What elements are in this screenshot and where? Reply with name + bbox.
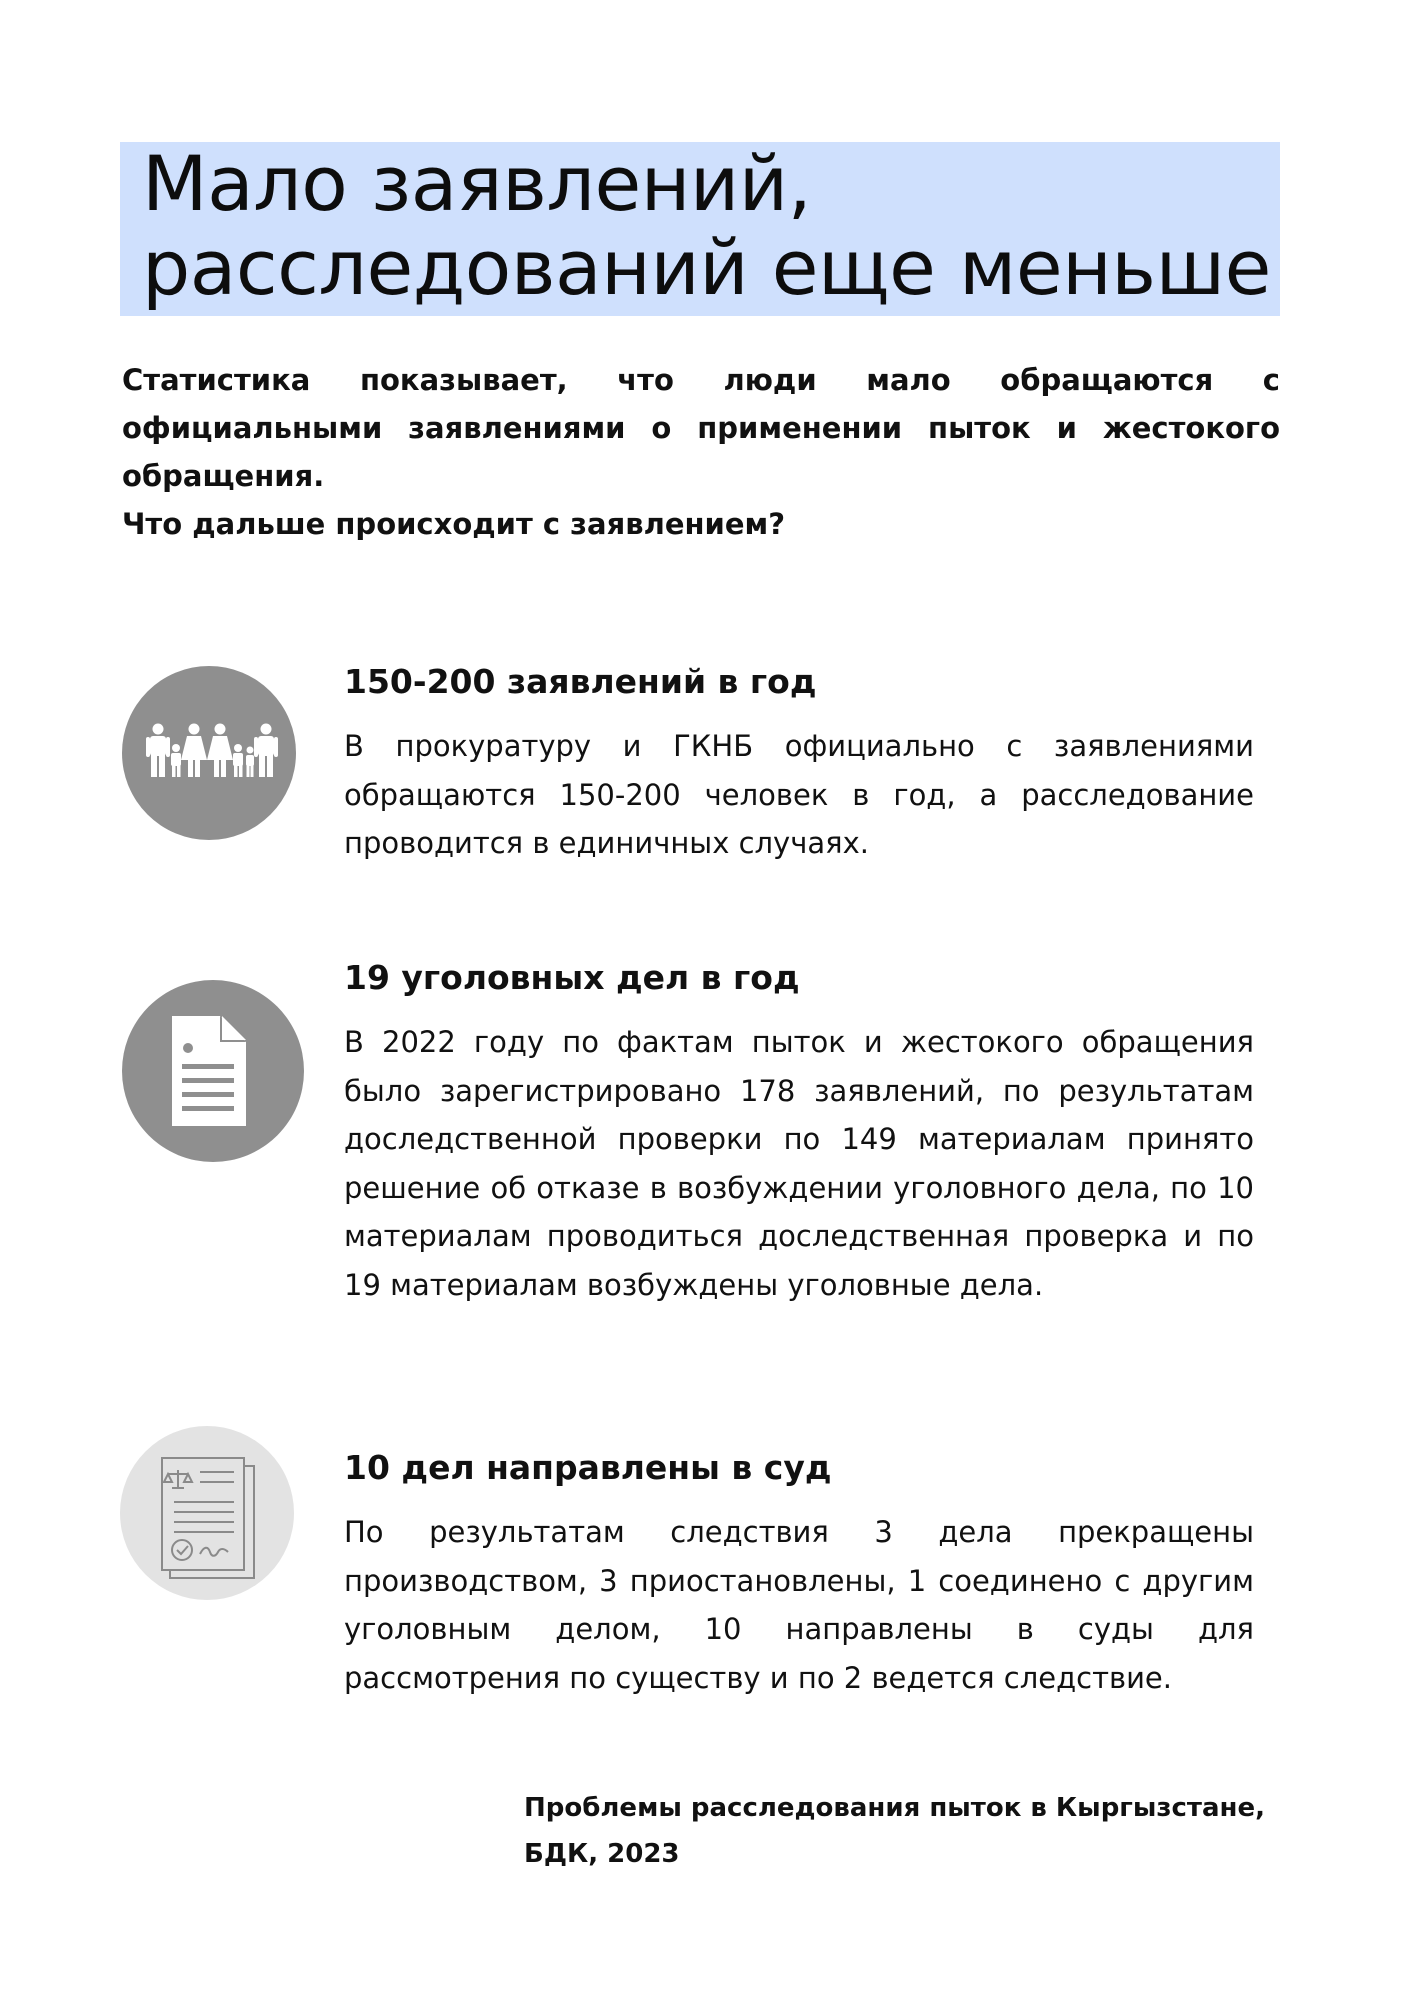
document-icon <box>122 980 304 1162</box>
source-citation <box>524 1785 1284 1877</box>
stat-text: В прокуратуру и ГКНБ официально с заявлениями обращаются 150-200 человек в год, а расследование проводится в единичных случаях. <box>344 729 1254 860</box>
family-icon <box>122 666 296 840</box>
stat-heading: 150-200 заявлений в год <box>344 662 817 701</box>
page-title-line-1: Мало заявлений, <box>142 139 812 228</box>
intro-paragraph: Статистика показывает, что люди мало обращаются с официальными заявлениями о применении пыток и жестокого обращения. <box>122 363 1280 493</box>
stat-text: В 2022 году по фактам пыток и жестокого обращения было зарегистрировано 178 заявлений, по результатам доследственной проверки по 149 материалам принято решение об отказе в возбуждении уголовного дела, по 10 материалам проводиться доследственная проверка и по 19 материалам возбуждены уголовные дела. <box>344 1025 1254 1302</box>
intro-question: Что дальше происходит с заявлением? <box>122 507 786 541</box>
legal-document-icon <box>120 1426 294 1600</box>
stat-heading: 10 дел направлены в суд <box>344 1448 832 1487</box>
stat-heading: 19 уголовных дел в год <box>344 958 800 997</box>
page-title-line-2: расследований еще меньше <box>142 223 1271 312</box>
title-block <box>120 139 1280 316</box>
intro-section <box>122 356 1280 548</box>
source-line-2: БДК, 2023 <box>524 1839 680 1869</box>
stat-text: По результатам следствия 3 дела прекращены производством, 3 приостановлены, 1 соединено с другим уголовным делом, 10 направлены в суды для рассмотрения по существу и по 2 ведется следствие. <box>344 1515 1254 1695</box>
source-line-1: Проблемы расследования пыток в Кыргызстане, <box>524 1793 1266 1823</box>
